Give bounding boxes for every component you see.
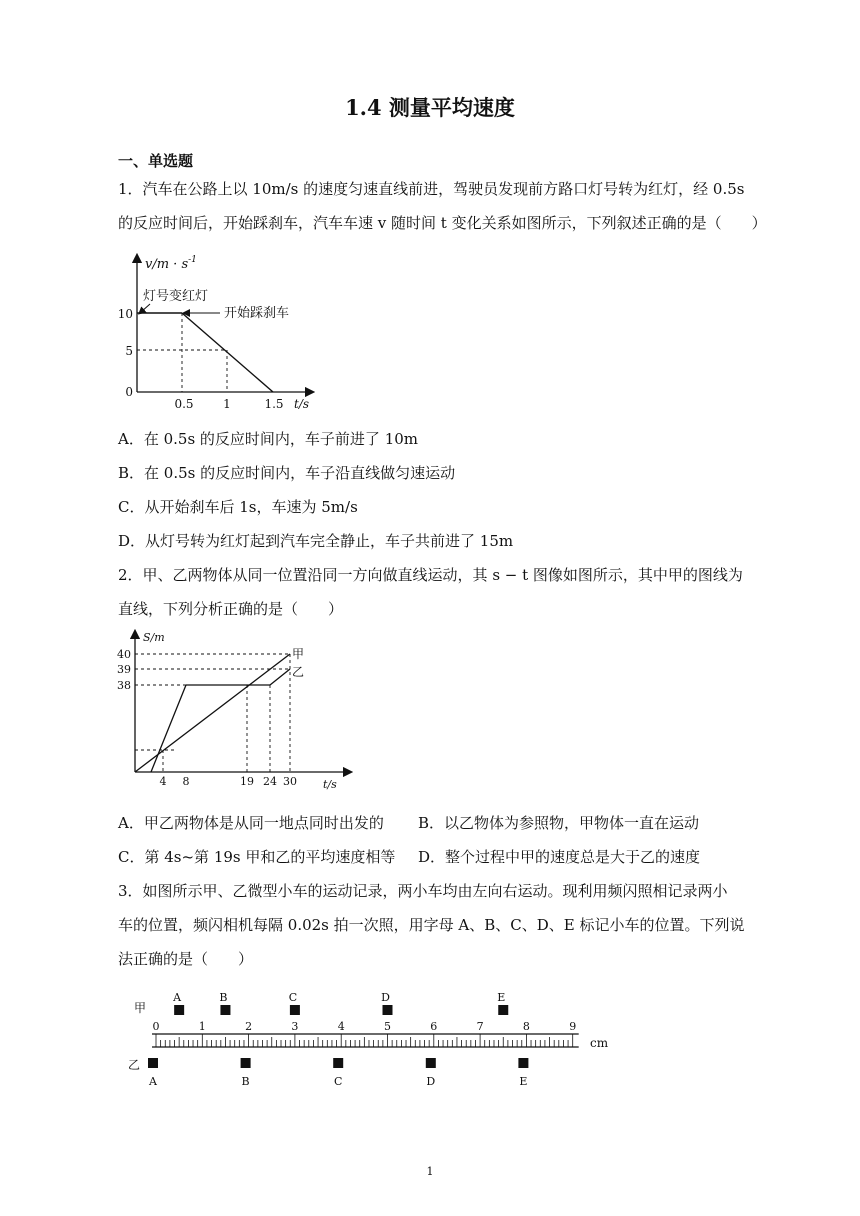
yi-car-markers (148, 1058, 528, 1088)
jia-car-marker (220, 1005, 230, 1015)
ruler-number: 1 (198, 1020, 206, 1033)
q1-annot-red: 灯号变红灯 (143, 289, 209, 304)
q2-ytick-38: 38 (117, 679, 131, 692)
q3-line3: 法正确的是（ ） (118, 950, 254, 968)
q2-option-c: C．第 4s~第 19s 甲和乙的平均速度相等 (118, 848, 396, 866)
q3-line1: 3．如图所示甲、乙微型小车的运动记录，两小车均由左向右运动。现利用频闪照相记录两小 (118, 882, 728, 900)
page-number: 1 (426, 1165, 434, 1178)
q2-xlabel: t/s (323, 778, 337, 791)
q3-unit-cm: cm (590, 1036, 609, 1050)
jia-car-label: C (288, 991, 298, 1004)
q3-label-jia: 甲 (134, 1001, 147, 1015)
q1-ytick-0: 0 (125, 385, 133, 399)
q2-line1: 2．甲、乙两物体从同一位置沿同一方向做直线运动，其 s − t 图像如图所示，其中甲的图线为 (118, 566, 743, 584)
q2-ytick-40: 40 (117, 648, 131, 661)
yi-car-marker (241, 1058, 251, 1068)
jia-car-marker (290, 1005, 300, 1015)
jia-car-label: E (497, 991, 506, 1004)
q2-xtick-19: 19 (240, 775, 254, 788)
section-heading: 一、单选题 (118, 152, 194, 170)
yi-car-marker (518, 1058, 528, 1068)
jia-car-marker (383, 1005, 393, 1015)
q2-xtick-30: 30 (283, 775, 297, 788)
q1-brake-segment (182, 313, 273, 392)
q1-ytick-10: 10 (117, 307, 133, 321)
q2-xtick-24: 24 (263, 775, 277, 788)
ruler-number: 2 (245, 1020, 253, 1033)
q1-line2: 的反应时间后，开始踩刹车，汽车车速 v 随时间 t 变化关系如图所示，下列叙述正确的是（ ） (118, 214, 767, 232)
q1-xtick-05: 0.5 (174, 397, 194, 411)
q2-xtick-4: 4 (159, 775, 167, 788)
page-title: 1.4 测量平均速度 (345, 95, 515, 120)
q1-ytick-5: 5 (125, 344, 133, 358)
ruler-number: 5 (384, 1020, 391, 1033)
q1-annot-brake: 开始踩刹车 (224, 306, 290, 321)
yi-car-label: A (149, 1075, 157, 1088)
ruler-number: 4 (337, 1020, 345, 1033)
q2-option-b: B．以乙物体为参照物，甲物体一直在运动 (418, 814, 700, 832)
q3-line2: 车的位置，频闪相机每隔 0.02s 拍一次照，用字母 A、B、C、D、E 标记小车的位置。下列说 (118, 916, 745, 934)
q1-option-b: B．在 0.5s 的反应时间内，车子沿直线做匀速运动 (118, 464, 456, 482)
ruler-number: 8 (522, 1020, 530, 1033)
jia-car-label: B (219, 991, 228, 1004)
q1-option-d: D．从灯号转为红灯起到汽车完全静止，车子共前进了 15m (118, 532, 514, 550)
yi-car-label: C (333, 1075, 343, 1088)
ruler-number: 9 (569, 1020, 577, 1033)
q1-option-c: C．从开始刹车后 1s，车速为 5m/s (118, 498, 358, 516)
q2-label-yi: 乙 (292, 665, 305, 679)
yi-car-label: B (241, 1075, 250, 1088)
q2-ylabel: S/m (143, 631, 165, 644)
q1-option-a: A．在 0.5s 的反应时间内，车子前进了 10m (118, 430, 419, 448)
jia-car-markers (172, 991, 508, 1015)
yi-car-marker (333, 1058, 343, 1068)
q2-line2: 直线，下列分析正确的是（ ） (118, 600, 344, 618)
q1-ylabel: $v/m \cdot s^{-1}$ (145, 255, 197, 272)
q3-label-yi: 乙 (128, 1058, 141, 1072)
q1-xlabel: t/s (294, 397, 310, 411)
q2-st-graph (110, 628, 360, 793)
yi-car-marker (148, 1058, 158, 1068)
jia-car-marker (174, 1005, 184, 1015)
q1-vt-graph (110, 250, 320, 415)
q2-line-yi-1 (151, 685, 186, 772)
jia-car-label: D (381, 991, 390, 1004)
q1-line1: 1．汽车在公路上以 10m/s 的速度匀速直线前进，驾驶员发现前方路口灯号转为红灯，经 0.5s (118, 180, 745, 198)
q2-line-yi-3 (270, 669, 290, 685)
q3-strobe-ruler-figure (120, 985, 620, 1095)
q2-option-d: D．整个过程中甲的速度总是大于乙的速度 (418, 848, 701, 866)
yi-car-marker (426, 1058, 436, 1068)
jia-car-label: A (173, 991, 182, 1004)
q1-arrow-red (141, 304, 150, 312)
ruler-number: 6 (430, 1020, 438, 1033)
q2-option-a: A．甲乙两物体是从同一地点同时出发的 (118, 814, 384, 832)
ruler-number: 0 (152, 1020, 160, 1033)
yi-car-label: E (519, 1075, 528, 1088)
q2-ytick-39: 39 (117, 663, 131, 676)
ruler-ticks (152, 1034, 579, 1047)
yi-car-label: D (426, 1075, 436, 1088)
q1-xtick-15: 1.5 (264, 397, 284, 411)
q1-xtick-1: 1 (223, 397, 231, 411)
q2-xtick-8: 8 (182, 775, 190, 788)
q2-label-jia: 甲 (292, 647, 305, 661)
jia-car-marker (498, 1005, 508, 1015)
ruler-number: 3 (291, 1020, 299, 1033)
ruler-numbers (153, 1020, 577, 1033)
ruler-number: 7 (476, 1020, 484, 1033)
